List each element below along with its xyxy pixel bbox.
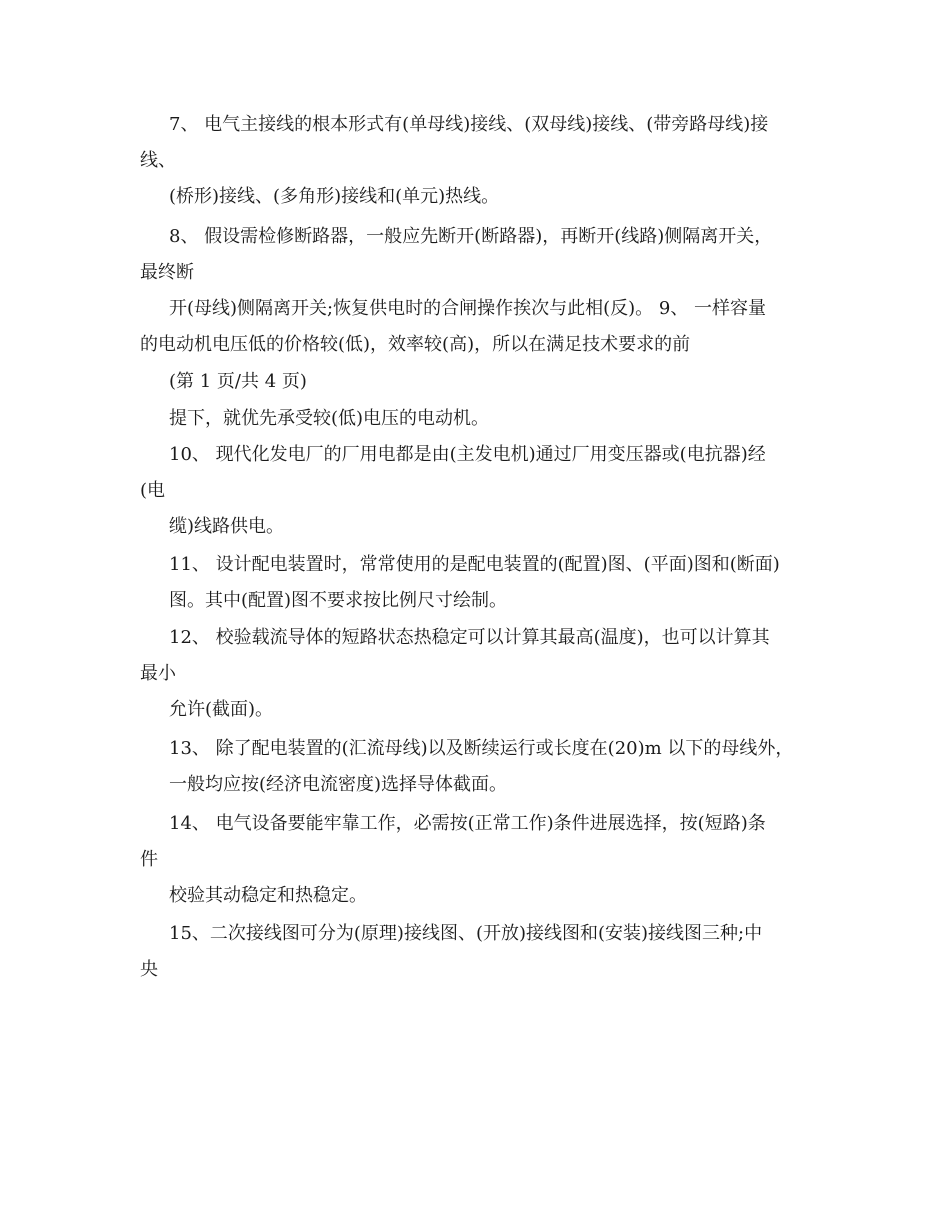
page-footer: (第 1 页/共 4 页) bbox=[169, 371, 307, 392]
text-line: 央 bbox=[140, 959, 158, 980]
text-line: 8、 假设需检修断路器，一般应先断开(断路器)，再断开(线路)侧隔离开关， bbox=[169, 226, 773, 247]
text-line: 的电动机电压低的价格较(低)，效率较(高)，所以在满足技术要求的前 bbox=[140, 334, 691, 355]
text-line: (电 bbox=[140, 480, 166, 501]
text-line: 缆)线路供电。 bbox=[169, 516, 285, 537]
text-line: 校验其动稳定和热稳定。 bbox=[169, 885, 367, 906]
text-line: 15、二次接线图可分为(原理)接线图、(开放)接线图和(安装)接线图三种;中 bbox=[169, 923, 763, 944]
text-line: 10、 现代化发电厂的厂用电都是由(主发电机)通过厂用变压器或(电抗器)经 bbox=[169, 444, 766, 465]
text-line: 线、 bbox=[140, 150, 176, 171]
text-line: 件 bbox=[140, 849, 158, 870]
text-line: 最终断 bbox=[140, 262, 194, 283]
text-line: 11、 设计配电装置时，常常使用的是配电装置的(配置)图、(平面)图和(断面) bbox=[169, 554, 780, 575]
text-line: 7、 电气主接线的根本形式有(单母线)接线、(双母线)接线、(带旁路母线)接 bbox=[169, 114, 769, 135]
text-line: 提下，就优先承受较(低)电压的电动机。 bbox=[169, 408, 490, 429]
text-line: 14、 电气设备要能牢靠工作，必需按(正常工作)条件进展选择，按(短路)条 bbox=[169, 813, 766, 834]
text-line: 12、 校验载流导体的短路状态热稳定可以计算其最高(温度)，也可以计算其 bbox=[169, 627, 770, 648]
text-line: (桥形)接线、(多角形)接线和(单元)热线。 bbox=[169, 186, 500, 207]
text-line: 允许(截面)。 bbox=[169, 699, 274, 720]
text-line: 图。其中(配置)图不要求按比例尺寸绘制。 bbox=[169, 590, 508, 611]
text-line: 一般均应按(经济电流密度)选择导体截面。 bbox=[169, 774, 508, 795]
text-line: 最小 bbox=[140, 663, 176, 684]
text-line: 开(母线)侧隔离开关;恢复供电时的合闸操作挨次与此相(反)。 9、 一样容量 bbox=[169, 298, 767, 319]
text-line: 13、 除了配电装置的(汇流母线)以及断续运行或长度在(20)m 以下的母线外， bbox=[169, 738, 794, 759]
